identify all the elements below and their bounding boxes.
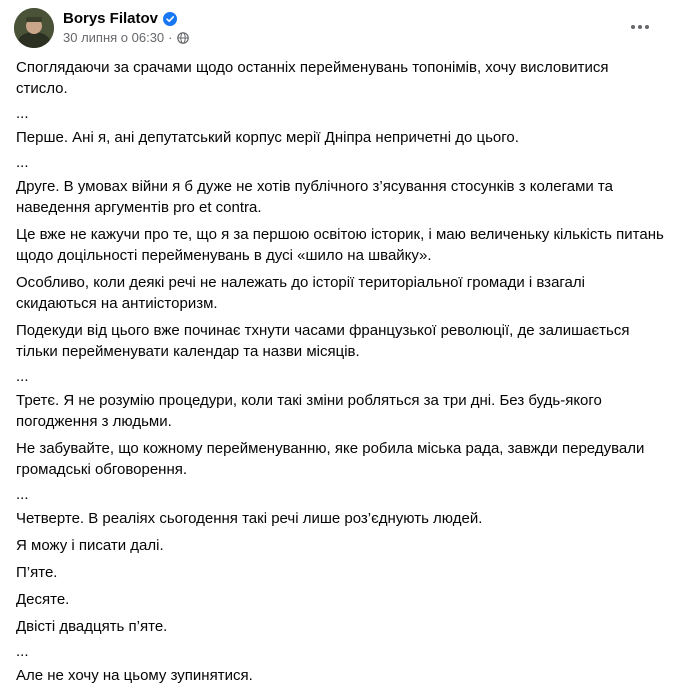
post-paragraph: ... — [16, 368, 29, 385]
post-paragraph: Перше. Ані я, ані депутатський корпус мерії Дніпра непричетні до цього. — [16, 129, 519, 146]
post-paragraph: ... — [16, 643, 29, 660]
post-paragraph: Особливо, коли деякі речі не належать до історії територіальної громади і взагалі скидаються на антиісторизм. — [16, 274, 585, 312]
author-name[interactable]: Borys Filatov — [63, 10, 159, 27]
post-paragraph: Десяте. — [16, 591, 70, 608]
avatar[interactable] — [14, 8, 54, 48]
post-paragraph: Я можу і писати далі. — [16, 537, 164, 554]
post-paragraph: Четверте. В реаліях сьогодення такі речі лише роз’єднують людей. — [16, 510, 483, 527]
post-paragraph: Це вже не кажучи про те, що я за першою освітою історик, і маю величеньку кількість питань щодо доцільності перейменувань в дусі «шило на швайку». — [16, 226, 664, 264]
more-horizontal-icon — [630, 17, 650, 35]
post-header — [14, 8, 662, 50]
post-paragraph: Споглядаючи за срачами щодо останніх перейменувань топонімів, хочу висловитися стисло. — [16, 59, 609, 97]
globe-icon[interactable] — [177, 32, 189, 44]
post-paragraph: Друге. В умовах війни я б дуже не хотів публічного з’ясування стосунків з колегами та наведення аргументів pro et contra. — [16, 178, 613, 216]
meta-separator: · — [168, 30, 173, 45]
verified-badge-icon — [163, 12, 177, 26]
post-paragraph: Двісті двадцять п’яте. — [16, 618, 168, 635]
post-paragraph: ... — [16, 105, 29, 122]
post-paragraph: П’яте. — [16, 564, 58, 581]
post-body — [16, 57, 664, 692]
post-meta — [63, 30, 189, 46]
author-row — [63, 10, 177, 28]
post-paragraph: ... — [16, 154, 29, 171]
more-options-button[interactable] — [626, 14, 654, 38]
post-paragraph: Третє. Я не розумію процедури, коли такі зміни робляться за три дні. Без будь-якого погодження з людьми. — [16, 392, 602, 430]
post-paragraph: Подекуди від цього вже починає тхнути часами французької революції, де залишається тільки перейменувати календар та назви місяців. — [16, 322, 630, 360]
post-paragraph: ... — [16, 486, 29, 503]
post-paragraph: Не забувайте, що кожному перейменуванню, яке робила міська рада, завжди передували громадські обговорення. — [16, 440, 645, 478]
post-paragraph: Але не хочу на цьому зупинятися. — [16, 667, 253, 684]
post-timestamp[interactable]: 30 липня о 06:30 — [63, 30, 165, 45]
